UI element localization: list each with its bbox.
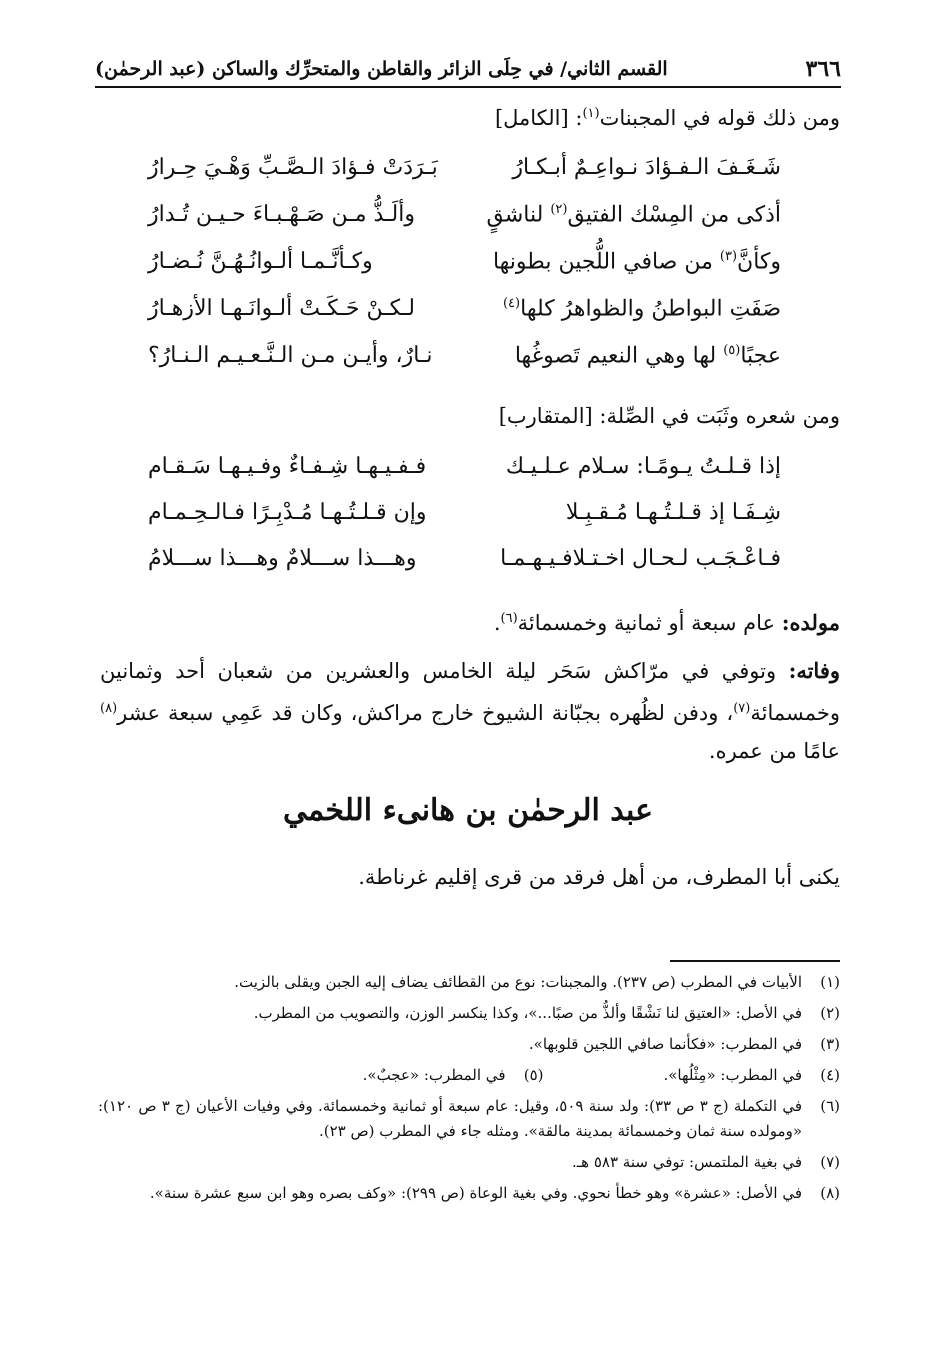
- footnote-item: (٨) في الأصل: «عشرة» وهو خطأ نحوي. وفي بغية الوعاة (ص ٢٩٩): «وكف بصره وهو ابن سبع عشرة سنة».: [98, 1181, 840, 1206]
- poem1-intro: ومن ذلك قوله في المجبنات$^{(١)}$: [الكامل]: [494, 106, 840, 130]
- second-hemistich: وكـأنَّـمـا ألـوانُـهُـنَّ نُـضـارُ: [148, 249, 373, 274]
- death-label: وفاته:: [788, 658, 840, 683]
- first-hemistich: شِـفَـا إذ قـلـتُـهـا مُـقـبِـلا: [565, 500, 781, 525]
- second-hemistich: وإن قـلـتُـهـا مُـدْبِـرًا فـالـحِـمـام: [148, 500, 427, 525]
- footnote-ref[interactable]: (٥): [723, 343, 741, 358]
- second-hemistich: وهـــذا ســـلامٌ وهـــذا ســـلامُ: [148, 546, 417, 571]
- verse-line: [120, 296, 781, 332]
- footnote-ref[interactable]: (٦): [500, 611, 518, 626]
- first-hemistich: وكأنَّ$^{(٣)}$ من صافي اللُّجين بطونها: [492, 249, 781, 275]
- footnote-ref[interactable]: (٣): [719, 249, 738, 264]
- second-hemistich: وألَـذُّ مـن صَـهْـبـاءَ حـيـن تُـدارُ: [148, 202, 415, 227]
- footnote-number: (٦): [820, 1097, 840, 1115]
- biography-text: يكنى أبا المطرف، من أهل فرقد من قرى إقليم غرناطة.: [358, 865, 840, 889]
- page-header: [95, 52, 841, 88]
- footnote-ref[interactable]: (٨): [100, 701, 118, 716]
- footnote-item: (٣) في المطرب: «فكأنما صافي اللجين قلوبها».: [98, 1032, 840, 1057]
- footnote-ref[interactable]: (٤): [502, 296, 521, 311]
- biography-title: عبد الرحمٰن بن هانىء اللخمي: [283, 793, 653, 828]
- footnote-number: (٤): [820, 1066, 840, 1084]
- footnote-number: (٧): [820, 1153, 840, 1171]
- verse-line: [120, 155, 781, 191]
- verse-line: [120, 202, 781, 238]
- running-title: القسم الثاني/ في حِلَى الزائر والقاطن والمتحرِّك والساكن (عبد الرحمٰن): [95, 58, 668, 80]
- footnote-ref[interactable]: (١): [582, 106, 600, 121]
- footnote-ref[interactable]: (٢): [550, 202, 568, 217]
- second-hemistich: نـارٌ، وأيـن مـن الـنَّـعـيـم الـنـارُ؟: [148, 343, 433, 368]
- footnote-number: (٢): [820, 1004, 840, 1022]
- first-hemistich: فـاعْـجَـب لـحـال اخـتـلافـيـهـمـا: [500, 546, 781, 571]
- footnote-item: (٦) في التكملة (ج ٣ ص ٣٣): ولد سنة ٥٠٩، وقيل: عام سبعة أو ثمانية وخمسمائة. وفي وفيات الأعيان (ج ٣ ص ١٢٠): «ومولده سنة ثمان وخمسمائة بمدينة مالقة». ومثله جاء في المطرب (ص ٢٣).: [98, 1094, 840, 1144]
- verse-line: [120, 546, 781, 582]
- verse-line: [120, 500, 781, 536]
- first-hemistich: عجبًا$^{(٥)}$ لها وهي النعيم تَصوغُها: [514, 343, 781, 369]
- birth-label: مولده:: [781, 610, 840, 635]
- verse-line: [120, 249, 781, 285]
- poem2-intro: ومن شعره وثَبَت في الصِّلة: [المتقارب]: [498, 404, 840, 428]
- verse-line: [120, 343, 781, 379]
- birth-paragraph: مولده: عام سبعة أو ثمانية وخمسمائة$^{(٦)}$.: [493, 610, 840, 635]
- footnote-number: (٥): [523, 1066, 544, 1084]
- first-hemistich: صَفَتِ البواطنُ والظواهرُ كلها$^{(٤)}$: [502, 296, 781, 322]
- first-hemistich: إذا قـلـتُ يـومًـا: سـلام عـلـيـك: [505, 454, 781, 479]
- second-hemistich: لـكـنْ حَـكَـتْ ألـوانَـهـا الأزهـارُ: [148, 296, 415, 321]
- first-hemistich: أذكى من المِسْك الفتيق$^{(٢)}$ لناشقٍ: [486, 202, 781, 228]
- footnotes: [98, 970, 840, 1206]
- footnote-item: (٢) في الأصل: «العتيق لنا نَشْقًا وألذُّ من صبًا...»، وكذا ينكسر الوزن، والتصويب من المطرب.: [98, 1001, 840, 1026]
- footnote-divider: [670, 960, 840, 962]
- second-hemistich: بَـرَدَتْ فـؤادَ الـصَّـبِّ وَهْـيَ حِـرارُ: [148, 155, 438, 180]
- verse-line: [120, 454, 781, 490]
- second-hemistich: فـفـيـهـا شِـفـاءٌ وفـيـهـا سَـقـام: [148, 454, 427, 479]
- footnote-number: (١): [820, 973, 840, 991]
- death-paragraph: وفاته: وتوفي في مرّاكش سَحَر ليلة الخامس والعشرين من شعبان أحد وثمانين وخمسمائة$^{(٧)}$، ودفن لظُهره بجبّانة الشيوخ خارج مراكش، وكان قد عَمِي سبعة عشر$^{(٨)}$ عامًا من عمره.: [100, 658, 840, 763]
- page-number: ٣٦٦: [805, 56, 841, 82]
- footnote-item: (٧) في بغية الملتمس: توفي سنة ٥٨٣ هـ.: [98, 1150, 840, 1175]
- footnote-item: (٥) في المطرب: «عجبٌ».: [363, 1063, 544, 1088]
- footnote-number: (٨): [820, 1184, 840, 1202]
- footnote-item: (٤) في المطرب: «مِثْلُها». (٥) في المطرب: «عجبٌ».: [98, 1063, 840, 1088]
- footnote-ref[interactable]: (٧): [733, 701, 751, 716]
- footnote-number: (٣): [820, 1035, 840, 1053]
- footnote-item: (١) الأبيات في المطرب (ص ٢٣٧). والمجبنات: نوع من القطائف يضاف إليه الجبن ويقلى بالزيت.: [98, 970, 840, 995]
- first-hemistich: شَـغَـفَ الـفـؤادَ نـواعِـمٌ أبـكـارُ: [512, 155, 781, 180]
